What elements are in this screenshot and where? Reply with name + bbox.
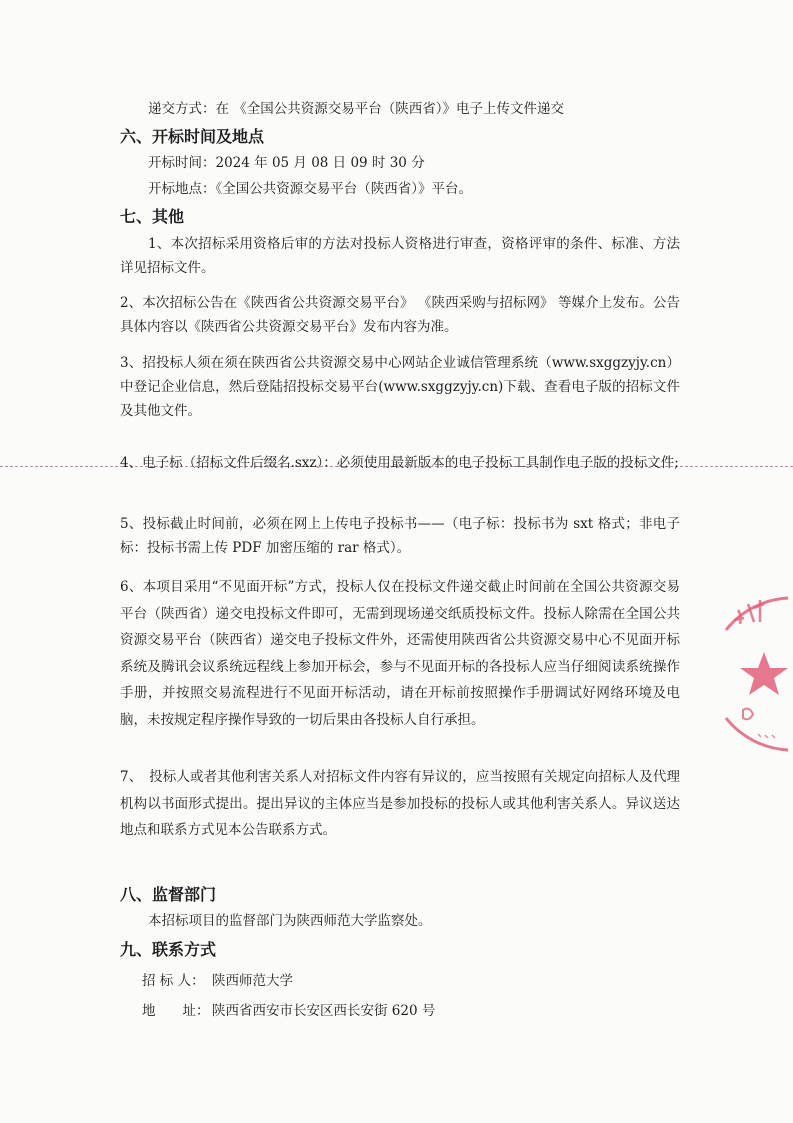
supervision-text: 本招标项目的监督部门为陕西师范大学监察处。 [148,913,432,929]
section8-heading: 八、监督部门 [120,885,217,904]
section9-heading: 九、联系方式 [120,940,217,959]
tenderer-row [142,971,293,991]
address-label: 地 址： [142,1003,210,1019]
address-value: 陕西省西安市长安区西长安街 620 号 [212,1003,436,1019]
section7-item-3 [120,351,680,423]
item-text: 6、本项目采用“不见面开标”方式，投标人仅在投标文件递交截止时间前在全国公共资源交易平台（陕西省）递交电投标文件即可，无需到现场递交纸质投标文件。投标人除需在全国公共资源交易平台（陕西省）递交电子投标文件外，还需使用陕西省公共资源交易中心不见面开标系统及腾讯会议系统远程线上参加开标会，参与不见面开标的各投标人应当仔细阅读系统操作手册，并按照交易流程进行不见面开标活动，请在开标前按照操作手册调试好网络环境及电脑，未按规定程序操作导致的一切后果由各投标人自行承担。 [120,579,680,728]
seal-stamp-partial [718,590,793,760]
bid-opening-time: 开标时间：2024 年 05 月 08 日 09 时 30 分 [148,155,425,171]
section7-item-4 [120,451,680,475]
section7-heading: 七、其他 [120,207,185,226]
item-text: 7、 投标人或者其他利害关系人对招标文件内容有异议的，应当按照有关规定向招标人及代理机构以书面形式提出。提出异议的主体应当是参加投标的投标人或其他利害关系人。异议送达地点和联系方式见本公告联系方式。 [120,769,680,838]
section7-item-6 [120,574,680,733]
item-text: 4、电子标（招标文件后缀名.sxz）：必须使用最新版本的电子投标工具制作电子版的投标文件; [120,455,679,471]
section7-item-2 [120,291,680,339]
section7-item-1 [120,232,680,280]
section7-item-5 [120,512,680,560]
address-row [142,1001,435,1021]
tenderer-label: 招 标 人： [142,973,205,989]
submission-method: 递交方式：在 《全国公共资源交易平台（陕西省）》电子上传文件递交 [148,101,565,117]
tenderer-value: 陕西师范大学 [212,973,293,989]
seal-icon [718,590,793,760]
section7-item-7 [120,764,680,844]
item-text: 1、本次招标采用资格后审的方法对投标人资格进行审查，资格评审的条件、标准、方法详见招标文件。 [120,236,680,276]
item-text: 3、招投标人须在须在陕西省公共资源交易中心网站企业诚信管理系统（www.sxggzyjy.cn）中登记企业信息，然后登陆招投标交易平台(www.sxggzyjy.cn)下载、查看电子版的招标文件及其他文件。 [120,355,680,419]
item-text: 2、本次招标公告在《陕西省公共资源交易平台》 《陕西采购与招标网》 等媒介上发布。公告具体内容以《陕西省公共资源交易平台》发布内容为准。 [120,295,680,335]
bid-opening-place: 开标地点：《全国公共资源交易平台（陕西省）》平台。 [148,181,472,197]
item-text: 5、投标截止时间前，必须在网上上传电子投标书——（电子标：投标书为 sxt 格式；非电子标：投标书需上传 PDF 加密压缩的 rar 格式）。 [120,516,680,556]
section6-heading: 六、开标时间及地点 [120,127,265,146]
